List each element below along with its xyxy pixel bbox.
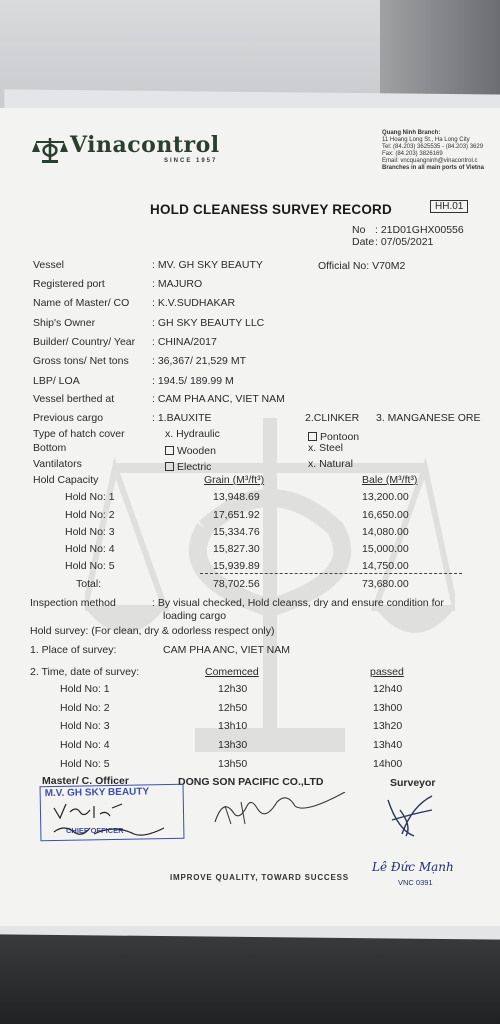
capacity-grain-3: 15,334.76 xyxy=(213,526,260,538)
capacity-hold-3: Hold No: 3 xyxy=(65,526,115,538)
time-date-label: 2. Time, date of survey: xyxy=(30,666,140,678)
time-hold-2: Hold No: 2 xyxy=(60,702,110,714)
berthed-value: : CAM PHA ANC, VIET NAM xyxy=(152,393,285,405)
official-number: Official No: V70M2 xyxy=(318,260,406,272)
bottom-steel: x. Steel xyxy=(308,442,344,454)
ventilator-electric-option xyxy=(165,461,211,473)
checkbox-icon xyxy=(165,446,174,455)
hatch-hydraulic: x. Hydraulic xyxy=(165,428,220,440)
time-passed-3: 13h20 xyxy=(373,720,403,732)
capacity-hold-5: Hold No: 5 xyxy=(65,560,115,572)
builder-value: : CHINA/2017 xyxy=(152,336,217,348)
tonnage-value: : 36,367/ 21,529 MT xyxy=(152,355,246,367)
ventilators-label: Vantilators xyxy=(33,458,82,470)
capacity-bale-5: 14,750.00 xyxy=(362,560,409,572)
checkbox-icon xyxy=(308,432,317,441)
previous-cargo-3: 3. MANGANESE ORE xyxy=(376,412,481,424)
form-code: HH.01 xyxy=(430,200,468,213)
electric-label: Electric xyxy=(177,461,212,473)
time-passed-2: 13h00 xyxy=(373,702,403,714)
branch-line-5: Email: vncquangninh@vinacontrol.c xyxy=(382,158,478,164)
tonnage-label: Gross tons/ Net tons xyxy=(33,355,129,367)
checkbox-icon xyxy=(165,462,174,471)
time-commenced-4: 13h30 xyxy=(218,739,248,751)
stamp-chief-officer: CHIEF OFFICER xyxy=(66,826,124,835)
total-label: Total: xyxy=(76,578,102,590)
bottom-label: Bottom xyxy=(33,442,67,454)
master-signature xyxy=(50,798,170,848)
time-passed-1: 12h40 xyxy=(373,683,403,695)
vessel-value: : MV. GH SKY BEAUTY xyxy=(152,259,263,271)
time-passed-5: 14h00 xyxy=(373,758,403,770)
capacity-grain-1: 13,948.69 xyxy=(213,491,260,503)
capacity-hold-4: Hold No: 4 xyxy=(65,543,115,555)
ship-owner-label: Ship's Owner xyxy=(33,317,96,329)
pontoon-label: Pontoon xyxy=(320,431,360,443)
lbp-loa-label: LBP/ LOA xyxy=(33,375,80,387)
total-bale: 73,680.00 xyxy=(362,578,409,590)
previous-cargo-1: : 1.BAUXITE xyxy=(152,412,212,424)
surveyor-code: VNC 0391 xyxy=(398,878,433,887)
capacity-hold-1: Hold No: 1 xyxy=(65,491,115,503)
branch-line-1: Quang Ninh Branch: xyxy=(382,130,441,136)
agent-signature xyxy=(205,792,345,832)
bale-header: Bale (M³/ft³) xyxy=(362,474,418,486)
builder-label: Builder/ Country/ Year xyxy=(33,336,136,348)
time-commenced-3: 13h10 xyxy=(218,720,248,732)
time-passed-4: 13h40 xyxy=(373,739,403,751)
document-sheet xyxy=(0,108,500,926)
capacity-bale-2: 16,650.00 xyxy=(362,509,409,521)
passed-header: passed xyxy=(370,666,404,678)
hold-survey-note: Hold survey: (For clean, dry & odorless respect only) xyxy=(30,625,275,637)
vinacontrol-logo-icon xyxy=(32,136,68,164)
branch-line-2: 11 Hoang Long St., Ha Long City xyxy=(382,137,470,143)
total-divider xyxy=(200,573,462,574)
total-grain: 78,702.56 xyxy=(213,578,260,590)
registered-port-value: : MAJURO xyxy=(152,278,203,290)
wooden-label: Wooden xyxy=(177,445,216,457)
date-label: Date xyxy=(352,236,375,248)
lbp-loa-value: : 194.5/ 189.99 M xyxy=(152,375,234,387)
commenced-header: Comemced xyxy=(205,666,259,678)
surveyor-name: Lê Đức Mạnh xyxy=(372,860,454,874)
inspection-method-line-1: : By visual checked, Hold cleanss, dry and ensure condition for xyxy=(152,597,444,609)
capacity-grain-5: 15,939.89 xyxy=(213,560,260,572)
surveyor-signature xyxy=(378,792,448,842)
branch-line-4: Fax: (84.203) 3826169 xyxy=(382,151,443,157)
time-hold-4: Hold No: 4 xyxy=(60,739,110,751)
document-title: HOLD CLEANESS SURVEY RECORD xyxy=(150,202,392,217)
time-hold-3: Hold No: 3 xyxy=(60,720,110,732)
inspection-method-line-2: loading cargo xyxy=(163,610,227,622)
previous-cargo-2: 2.CLINKER xyxy=(305,412,360,424)
registered-port-label: Registered port xyxy=(33,278,105,290)
company-logo-text: Vinacontrol xyxy=(70,132,220,158)
footer-slogan: IMPROVE QUALITY, TOWARD SUCCESS xyxy=(170,873,349,882)
time-commenced-2: 12h50 xyxy=(218,702,248,714)
berthed-label: Vessel berthed at xyxy=(33,393,115,405)
record-date: : 07/05/2021 xyxy=(375,236,434,248)
place-of-survey-value: CAM PHA ANC, VIET NAM xyxy=(163,644,290,656)
place-of-survey-label: 1. Place of survey: xyxy=(30,644,117,656)
surveyor-label: Surveyor xyxy=(390,777,436,789)
agent-company-label: DONG SON PACIFIC CO.,LTD xyxy=(178,776,324,788)
master-name-label: Name of Master/ CO xyxy=(33,297,130,309)
bottom-wooden-option xyxy=(165,445,216,457)
master-officer-label: Master/ C. Officer xyxy=(42,775,129,787)
grain-header: Grain (M³/ft³) xyxy=(204,474,265,486)
branch-line-6: Branches in all main ports of Vietna xyxy=(382,165,484,171)
capacity-bale-3: 14,080.00 xyxy=(362,526,409,538)
vessel-label: Vessel xyxy=(33,259,64,271)
capacity-hold-2: Hold No: 2 xyxy=(65,509,115,521)
time-hold-1: Hold No: 1 xyxy=(60,683,110,695)
previous-cargo-label: Previous cargo xyxy=(33,412,104,424)
ventilator-natural: x. Natural xyxy=(308,458,353,470)
capacity-bale-4: 15,000.00 xyxy=(362,543,409,555)
inspection-method-label: Inspection method xyxy=(30,597,116,609)
time-hold-5: Hold No: 5 xyxy=(60,758,110,770)
hatch-cover-label: Type of hatch cover xyxy=(33,428,125,440)
stamp-vessel-name: M.V. GH SKY BEAUTY xyxy=(44,786,150,800)
no-label: No xyxy=(352,224,366,236)
capacity-grain-2: 17,651.92 xyxy=(213,509,260,521)
capacity-bale-1: 13,200.00 xyxy=(362,491,409,503)
ship-owner-value: : GH SKY BEAUTY LLC xyxy=(152,317,265,329)
time-commenced-1: 12h30 xyxy=(218,683,248,695)
capacity-grain-4: 15,827.30 xyxy=(213,543,260,555)
record-number: : 21D01GHX00556 xyxy=(375,224,464,236)
background-floor xyxy=(0,930,500,1024)
since-label: SINCE 1957 xyxy=(164,158,218,164)
master-name-value: : K.V.SUDHAKAR xyxy=(152,297,236,309)
hold-capacity-label: Hold Capacity xyxy=(33,474,99,486)
branch-line-3: Tel: (84.203) 3625535 - (84.203) 3629 xyxy=(382,144,484,150)
time-commenced-5: 13h50 xyxy=(218,758,248,770)
